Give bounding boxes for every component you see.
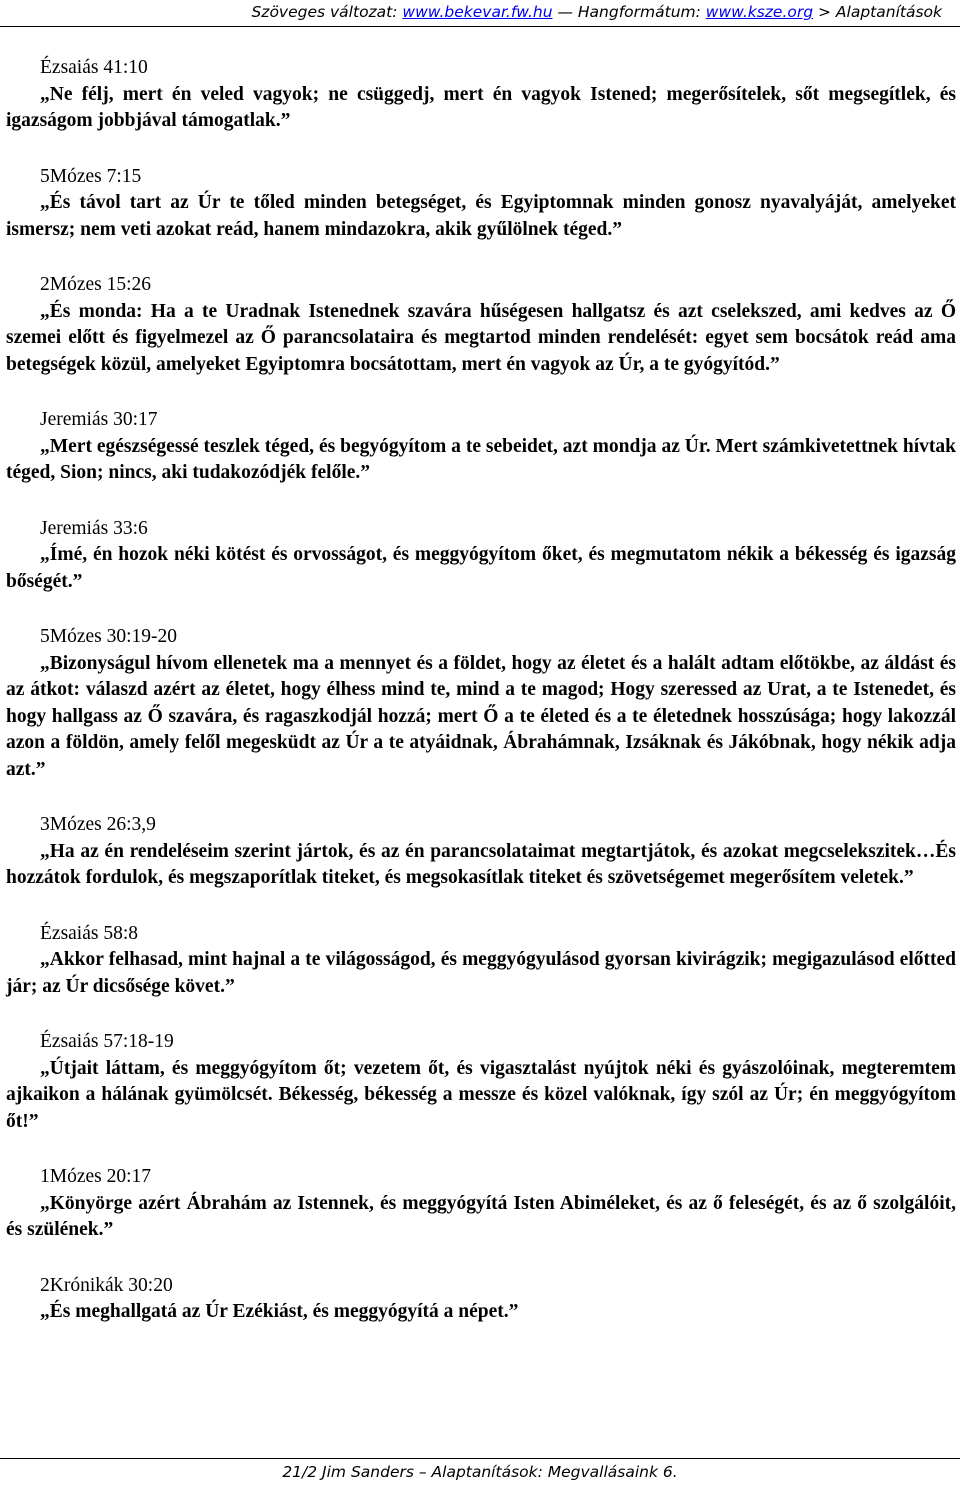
verse-reference: 3Mózes 26:3,9 [40, 814, 156, 835]
verse-reference: 2Mózes 15:26 [40, 274, 152, 295]
verse-block [6, 272, 956, 378]
ksze-link[interactable]: www.ksze.org [705, 3, 814, 21]
verse-reference: 2Krónikák 30:20 [40, 1274, 173, 1296]
verse-text: „Ha az én rendeléseim szerint jártok, és az én parancsolataimat megtartjátok, és azokat megcselekszitek…És hozzátok fordulok, és megszaporítlak titeket, és megsokasítlak titeket és szövetségemet megerősítem veletek.” [6, 840, 956, 888]
verse-block [6, 921, 956, 1001]
verse-block [6, 1273, 956, 1326]
verse-text: „És távol tart az Úr te tőled minden betegséget, és Egyiptomnak minden gonosz nyavalyáját, amelyeket ismersz; nem veti azokat reád, hanem mindazokra, akik gyűlölnek téged.” [6, 192, 956, 240]
verse-block [6, 55, 956, 135]
verse-reference: 5Mózes 30:19-20 [40, 626, 178, 647]
verse-text: „Útjait láttam, és meggyógyítom őt; vezetem őt, és vigasztalást nyújtok néki és gyászolóinak, megteremtem ajkaikon a hálának gyümölcsét. Békesség, békesség a messze és közel valóknak, így szól az Úr; én meggyógyítom őt!” [6, 1057, 956, 1132]
verse-reference: Ézsaiás 58:8 [40, 922, 139, 944]
footer-text: 21/2 Jim Sanders – Alaptanítások: Megvallásaink 6. [282, 1463, 678, 1481]
verse-reference: Jeremiás 30:17 [40, 409, 158, 430]
verse-reference: 1Mózes 20:17 [40, 1166, 152, 1187]
verse-block [6, 516, 956, 596]
page-header [0, 0, 960, 27]
verse-text: „Ímé, én hozok néki kötést és orvosságot, és meggyógyítom őket, és megmutatom nékik a békesség és igazság bőségét.” [6, 544, 956, 592]
verse-block [6, 624, 956, 783]
verse-reference: Ézsaiás 41:10 [40, 57, 148, 78]
bekevar-link[interactable]: www.bekevar.fw.hu [402, 3, 553, 21]
header-suffix: > Alaptanítások [813, 3, 942, 21]
verse-text: „Könyörge azért Ábrahám az Istennek, és meggyógyítá Isten Abiméleket, és az ő feleségét, és az ő szolgálóit, és szülének.” [6, 1192, 956, 1240]
verse-text: „Ne félj, mert én veled vagyok; ne csüggedj, mert én vagyok Istened; megerősítelek, sőt megsegítlek, és igazságom jobbjával támogatlak.” [6, 83, 956, 131]
verse-block [6, 407, 956, 487]
verse-block [6, 812, 956, 892]
verse-text: „Akkor felhasad, mint hajnal a te világosságod, és meggyógyulásod gyorsan kivirágzik; megigazulásod előtted jár; az Úr dicsősége követ.” [6, 949, 956, 997]
verse-block [6, 1029, 956, 1135]
verse-reference: Ézsaiás 57:18-19 [40, 1031, 174, 1052]
verse-text: „Bizonyságul hívom ellenetek ma a mennyet és a földet, hogy az életet és a halált adtam előtökbe, az áldást és az átkot: válaszd azért az életet, hogy élhess mind te, mind a te magod; Hogy szeressed az Urat, a te Istenedet, és hogy hallgass az Ő szavára, és ragaszkodjál hozzá; mert Ő a te életed és a te életednek hosszúsága; hogy lakozzál azon a földön, amely felől megesküdt az Úr a te atyáidnak, Ábrahámnak, Izsáknak és Jákóbnak, hogy nékik adja azt.” [6, 652, 956, 780]
verse-text: „És meghallgatá az Úr Ezékiást, és meggyógyítá a népet.” [40, 1301, 519, 1322]
verse-reference: Jeremiás 33:6 [40, 517, 148, 539]
verse-list [6, 55, 956, 1355]
verse-block [6, 1164, 956, 1244]
header-middle: — Hangformátum: [552, 3, 706, 21]
verse-text: „És monda: Ha a te Uradnak Istenednek szavára hűségesen hallgatsz és azt cselekszed, ami kedves az Ő szemei előtt és figyelmezel az Ő parancsolataira és megtartod minden rendelését: egyet sem bocsátok reád ama betegségek közül, amelyeket Egyiptomra bocsátottam, mert én vagyok az Úr, a te gyógyítód.” [6, 300, 956, 375]
verse-block [6, 164, 956, 244]
verse-reference: 5Mózes 7:15 [40, 165, 142, 187]
page-footer [0, 1458, 960, 1485]
verse-text: „Mert egészségessé teszlek téged, és begyógyítom a te sebeidet, azt mondja az Úr. Mert számkivetettnek hívtak téged, Sion; nincs, aki tudakozódjék felőle.” [6, 435, 956, 483]
header-prefix: Szöveges változat: [251, 3, 403, 21]
